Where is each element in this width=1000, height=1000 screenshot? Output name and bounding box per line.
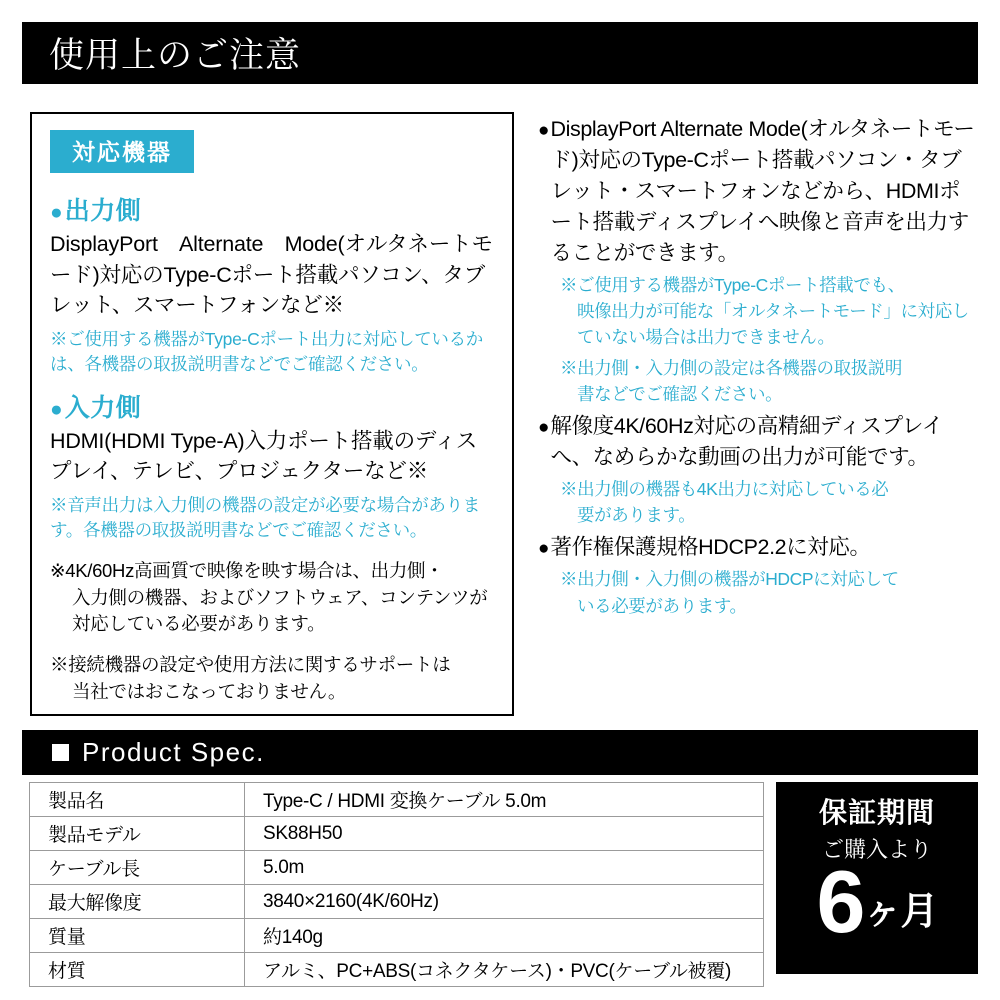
table-row: [30, 783, 764, 817]
feature-note-2-1-cont: 要があります。: [577, 505, 696, 526]
spec-value: 5.0m: [245, 851, 764, 885]
input-side-note: ※音声出力は入力側の機器の設定が必要な場合があります。各機器の取扱説明書などでご確認ください。: [50, 494, 480, 541]
spec-key: 製品名: [30, 783, 245, 817]
feature-text-3: 著作権保護規格HDCP2.2に対応。: [550, 535, 871, 560]
section-tag-compatible-devices: 対応機器: [50, 130, 194, 173]
notice-body: [22, 98, 978, 728]
spec-key: 材質: [30, 953, 245, 987]
general-note-1-line3: 対応している必要があります。: [72, 613, 326, 635]
general-note-1-line1: ※4K/60Hz高画質で映像を映す場合は、出力側・: [50, 559, 444, 581]
feature-note-3-1: [560, 566, 978, 619]
compatible-devices-box: [30, 112, 514, 716]
general-note-1: [50, 558, 494, 638]
input-side-body: HDMI(HDMI Type-A)入力ポート搭載のディスプレイ、テレビ、プロジェクターなど※: [50, 428, 478, 484]
feature-note-2-1: [560, 476, 978, 529]
warranty-badge: [776, 782, 978, 974]
bullet-icon: ●: [538, 417, 550, 439]
spec-value: 3840×2160(4K/60Hz): [245, 885, 764, 919]
spec-value: 約140g: [245, 919, 764, 953]
bullet-icon: ●: [50, 397, 63, 421]
input-side-heading-label: 入力側: [64, 393, 142, 422]
square-bullet-icon: [52, 744, 69, 761]
product-spec-table: [29, 782, 764, 987]
feature-note-1-2-head: ※出力側・入力側の設定は各機器の取扱説明: [560, 357, 902, 378]
spec-value: SK88H50: [245, 817, 764, 851]
table-row: [30, 851, 764, 885]
warranty-duration: [776, 852, 978, 951]
table-row: [30, 953, 764, 987]
output-side-note: ※ご使用する機器がType-Cポート出力に対応しているかは、各機器の取扱説明書などでご確認ください。: [50, 328, 484, 375]
general-note-2-line2: 当社ではおこなっておりません。: [72, 681, 347, 703]
features-list: [538, 114, 978, 623]
input-side-heading: [50, 388, 494, 424]
output-side-heading: [50, 191, 494, 227]
general-note-1-line2: 入力側の機器、およびソフトウェア、コンテンツが: [72, 586, 488, 608]
feature-note-1-1-cont: 映像出力が可能な「オルタネートモード」に対応していない場合は出力できません。: [577, 301, 969, 348]
spec-value: アルミ、PC+ABS(コネクタケース)・PVC(ケーブル被覆): [245, 953, 764, 987]
spec-key: 質量: [30, 919, 245, 953]
page-title: 使用上のご注意: [49, 36, 302, 75]
product-spec-header: [22, 730, 978, 775]
warranty-subtitle: ご購入より: [821, 837, 932, 862]
bullet-icon: ●: [50, 201, 63, 224]
list-item: [538, 532, 978, 563]
feature-note-1-2: [560, 355, 978, 408]
warranty-number: 6: [816, 852, 864, 951]
table-row: [30, 885, 764, 919]
list-item: [538, 411, 978, 473]
feature-note-3-1-head: ※出力側・入力側の機器がHDCPに対応して: [560, 569, 899, 590]
table-row: [30, 817, 764, 851]
warranty-unit: ヶ月: [863, 891, 938, 934]
spec-key: 製品モデル: [30, 817, 245, 851]
feature-note-3-1-cont: いる必要があります。: [577, 595, 747, 616]
bullet-icon: ●: [538, 538, 550, 560]
spec-key: ケーブル長: [30, 851, 245, 885]
general-note-2: [50, 652, 494, 706]
spec-value: Type-C / HDMI 変換ケーブル 5.0m: [245, 783, 764, 817]
feature-text-2: 解像度4K/60Hz対応の高精細ディスプレイへ、なめらかな動画の出力が可能です。: [550, 414, 943, 469]
output-side-body: DisplayPort Alternate Mode(オルタネートモード)対応のType-Cポート搭載パソコン、タブレット、スマートフォンなど※: [50, 232, 493, 318]
feature-note-2-1-head: ※出力側の機器も4K出力に対応している必: [560, 478, 889, 499]
bullet-icon: ●: [538, 120, 550, 141]
feature-note-1-1: [560, 272, 978, 351]
feature-note-1-2-cont: 書などでご確認ください。: [577, 383, 783, 404]
product-spec-title: Product Spec.: [82, 737, 265, 767]
warranty-title: 保証期間: [818, 797, 935, 828]
feature-note-1-1-head: ※ご使用する機器がType-Cポート搭載でも、: [560, 274, 905, 295]
output-side-heading-label: 出力側: [64, 197, 142, 225]
table-row: [30, 919, 764, 953]
general-note-2-line1: ※接続機器の設定や使用方法に関するサポートは: [50, 654, 451, 676]
page-header: [22, 22, 978, 84]
list-item: [538, 114, 978, 269]
spec-key: 最大解像度: [30, 885, 245, 919]
feature-text-1: DisplayPort Alternate Mode(オルタネートモード)対応のType-Cポート搭載パソコン・タブレット・スマートフォンなどから、HDMIポート搭載ディスプレイへ映像と音声を出力することができます。: [550, 117, 975, 265]
